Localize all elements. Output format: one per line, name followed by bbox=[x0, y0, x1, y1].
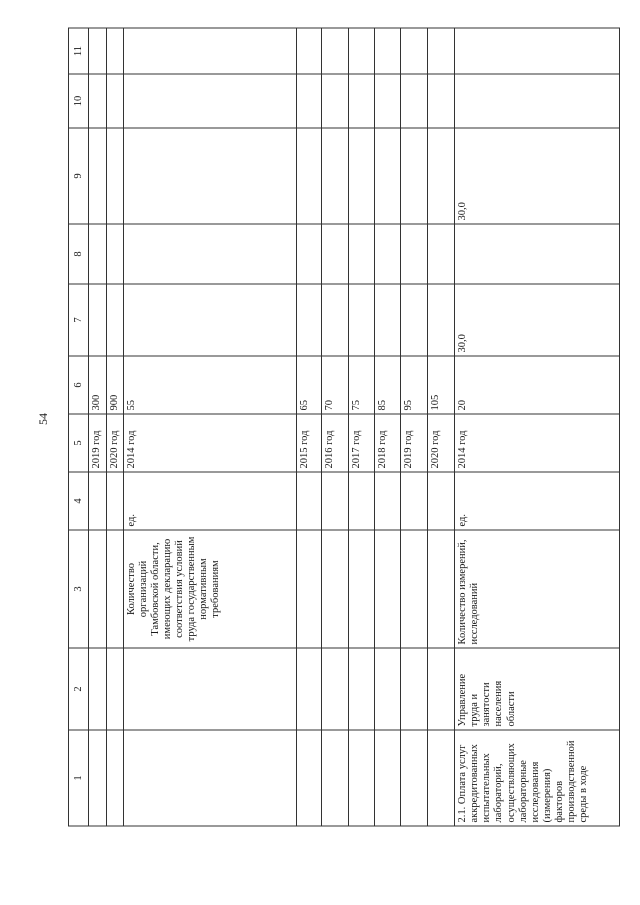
cell-c10 bbox=[296, 74, 321, 128]
cell-c9 bbox=[427, 128, 454, 224]
cell-c6: 85 bbox=[375, 356, 401, 414]
cell-c4 bbox=[427, 472, 454, 530]
cell-c4 bbox=[348, 472, 374, 530]
cell-c4 bbox=[401, 472, 427, 530]
cell-c7 bbox=[296, 284, 321, 356]
cell-c1: 2.1. Оплата услуг аккредитованных испытательных лабораторий, осуществляющих лабораторные исследования (измерения) факторов производственной среды в ходе bbox=[455, 730, 620, 826]
cell-c4 bbox=[322, 472, 348, 530]
cell-c7 bbox=[106, 284, 123, 356]
table-row bbox=[348, 28, 374, 826]
col-number: 11 bbox=[69, 28, 89, 74]
cell-c10 bbox=[89, 74, 106, 128]
cell-c3 bbox=[89, 530, 106, 648]
cell-c3 bbox=[296, 530, 321, 648]
cell-c5: 2020 год bbox=[106, 414, 123, 472]
col-number: 2 bbox=[69, 648, 89, 730]
cell-c9 bbox=[348, 128, 374, 224]
cell-c11 bbox=[322, 28, 348, 74]
cell-c1 bbox=[322, 730, 348, 826]
table-row bbox=[106, 28, 123, 826]
cell-c5: 2019 год bbox=[401, 414, 427, 472]
cell-c6: 65 bbox=[296, 356, 321, 414]
cell-c3 bbox=[106, 530, 123, 648]
page-number-text: 54 bbox=[36, 413, 50, 425]
cell-c3 bbox=[401, 530, 427, 648]
cell-c6: 300 bbox=[89, 356, 106, 414]
cell-c7 bbox=[348, 284, 374, 356]
cell-c10 bbox=[348, 74, 374, 128]
col-number: 1 bbox=[69, 730, 89, 826]
col-number: 9 bbox=[69, 128, 89, 224]
cell-c5: 2018 год bbox=[375, 414, 401, 472]
cell-c9 bbox=[123, 128, 296, 224]
cell-c3 bbox=[348, 530, 374, 648]
cell-c6: 20 bbox=[455, 356, 620, 414]
cell-c6: 95 bbox=[401, 356, 427, 414]
table-row bbox=[375, 28, 401, 826]
cell-c11 bbox=[89, 28, 106, 74]
cell-c1 bbox=[106, 730, 123, 826]
cell-c5: 2014 год bbox=[123, 414, 296, 472]
cell-c11 bbox=[427, 28, 454, 74]
table-row bbox=[89, 28, 106, 826]
cell-c10 bbox=[322, 74, 348, 128]
cell-c8 bbox=[455, 224, 620, 284]
col-number: 7 bbox=[69, 284, 89, 356]
cell-c10 bbox=[401, 74, 427, 128]
cell-c5: 2017 год bbox=[348, 414, 374, 472]
cell-c2 bbox=[106, 648, 123, 730]
cell-c6: 70 bbox=[322, 356, 348, 414]
col-number: 8 bbox=[69, 224, 89, 284]
cell-c10 bbox=[455, 74, 620, 128]
cell-c1 bbox=[296, 730, 321, 826]
cell-c4 bbox=[106, 472, 123, 530]
cell-c2 bbox=[348, 648, 374, 730]
cell-c10 bbox=[375, 74, 401, 128]
cell-c8 bbox=[401, 224, 427, 284]
cell-c3 bbox=[375, 530, 401, 648]
cell-c3 bbox=[322, 530, 348, 648]
table-row bbox=[296, 28, 321, 826]
cell-c11 bbox=[455, 28, 620, 74]
cell-c5: 2020 год bbox=[427, 414, 454, 472]
cell-c11 bbox=[401, 28, 427, 74]
cell-c9: 30,0 bbox=[455, 128, 620, 224]
cell-c1 bbox=[427, 730, 454, 826]
cell-c10 bbox=[123, 74, 296, 128]
cell-c7 bbox=[375, 284, 401, 356]
cell-c6: 105 bbox=[427, 356, 454, 414]
cell-c2 bbox=[401, 648, 427, 730]
cell-c7 bbox=[123, 284, 296, 356]
table-row bbox=[401, 28, 427, 826]
table-container bbox=[68, 28, 620, 826]
cell-c8 bbox=[427, 224, 454, 284]
cell-c4: ед. bbox=[123, 472, 296, 530]
col-number: 5 bbox=[69, 414, 89, 472]
cell-c4 bbox=[296, 472, 321, 530]
cell-c2 bbox=[89, 648, 106, 730]
cell-c1 bbox=[89, 730, 106, 826]
cell-c11 bbox=[348, 28, 374, 74]
cell-c3: Количество измерений, исследований bbox=[455, 530, 620, 648]
cell-c1 bbox=[123, 730, 296, 826]
cell-c8 bbox=[375, 224, 401, 284]
table-row bbox=[455, 28, 620, 826]
cell-c9 bbox=[322, 128, 348, 224]
cell-c6: 900 bbox=[106, 356, 123, 414]
cell-c2 bbox=[322, 648, 348, 730]
cell-c11 bbox=[123, 28, 296, 74]
cell-c8 bbox=[348, 224, 374, 284]
cell-c11 bbox=[296, 28, 321, 74]
cell-c2: Управление труда и занятости населения области bbox=[455, 648, 620, 730]
cell-c10 bbox=[427, 74, 454, 128]
cell-c8 bbox=[322, 224, 348, 284]
col-number: 4 bbox=[69, 472, 89, 530]
cell-c7 bbox=[427, 284, 454, 356]
col-number: 6 bbox=[69, 356, 89, 414]
column-number-row bbox=[69, 28, 89, 826]
cell-c2 bbox=[296, 648, 321, 730]
table-row bbox=[322, 28, 348, 826]
cell-c6: 75 bbox=[348, 356, 374, 414]
cell-c7 bbox=[401, 284, 427, 356]
cell-c9 bbox=[401, 128, 427, 224]
cell-c5: 2014 год bbox=[455, 414, 620, 472]
cell-c2 bbox=[427, 648, 454, 730]
cell-c5: 2019 год bbox=[89, 414, 106, 472]
cell-c9 bbox=[375, 128, 401, 224]
cell-c5: 2016 год bbox=[322, 414, 348, 472]
cell-c7 bbox=[322, 284, 348, 356]
table-row bbox=[427, 28, 454, 826]
page-number bbox=[36, 405, 50, 433]
cell-c4 bbox=[89, 472, 106, 530]
cell-c4: ед. bbox=[455, 472, 620, 530]
cell-c3 bbox=[427, 530, 454, 648]
cell-c1 bbox=[401, 730, 427, 826]
cell-c3: Количество организаций Тамбовской области, имеющих декларацию соответствия условий труда государственным нормативным требованиям bbox=[123, 530, 296, 648]
cell-c8 bbox=[296, 224, 321, 284]
cell-c9 bbox=[106, 128, 123, 224]
cell-c6: 55 bbox=[123, 356, 296, 414]
cell-c5: 2015 год bbox=[296, 414, 321, 472]
cell-c1 bbox=[348, 730, 374, 826]
col-number: 10 bbox=[69, 74, 89, 128]
cell-c10 bbox=[106, 74, 123, 128]
cell-c7: 30,0 bbox=[455, 284, 620, 356]
cell-c4 bbox=[375, 472, 401, 530]
table-row bbox=[123, 28, 296, 826]
cell-c8 bbox=[123, 224, 296, 284]
col-number: 3 bbox=[69, 530, 89, 648]
cell-c2 bbox=[123, 648, 296, 730]
cell-c1 bbox=[375, 730, 401, 826]
cell-c2 bbox=[375, 648, 401, 730]
cell-c8 bbox=[106, 224, 123, 284]
data-table bbox=[68, 28, 620, 827]
cell-c11 bbox=[106, 28, 123, 74]
cell-c11 bbox=[375, 28, 401, 74]
cell-c9 bbox=[89, 128, 106, 224]
cell-c7 bbox=[89, 284, 106, 356]
cell-c9 bbox=[296, 128, 321, 224]
cell-c8 bbox=[89, 224, 106, 284]
